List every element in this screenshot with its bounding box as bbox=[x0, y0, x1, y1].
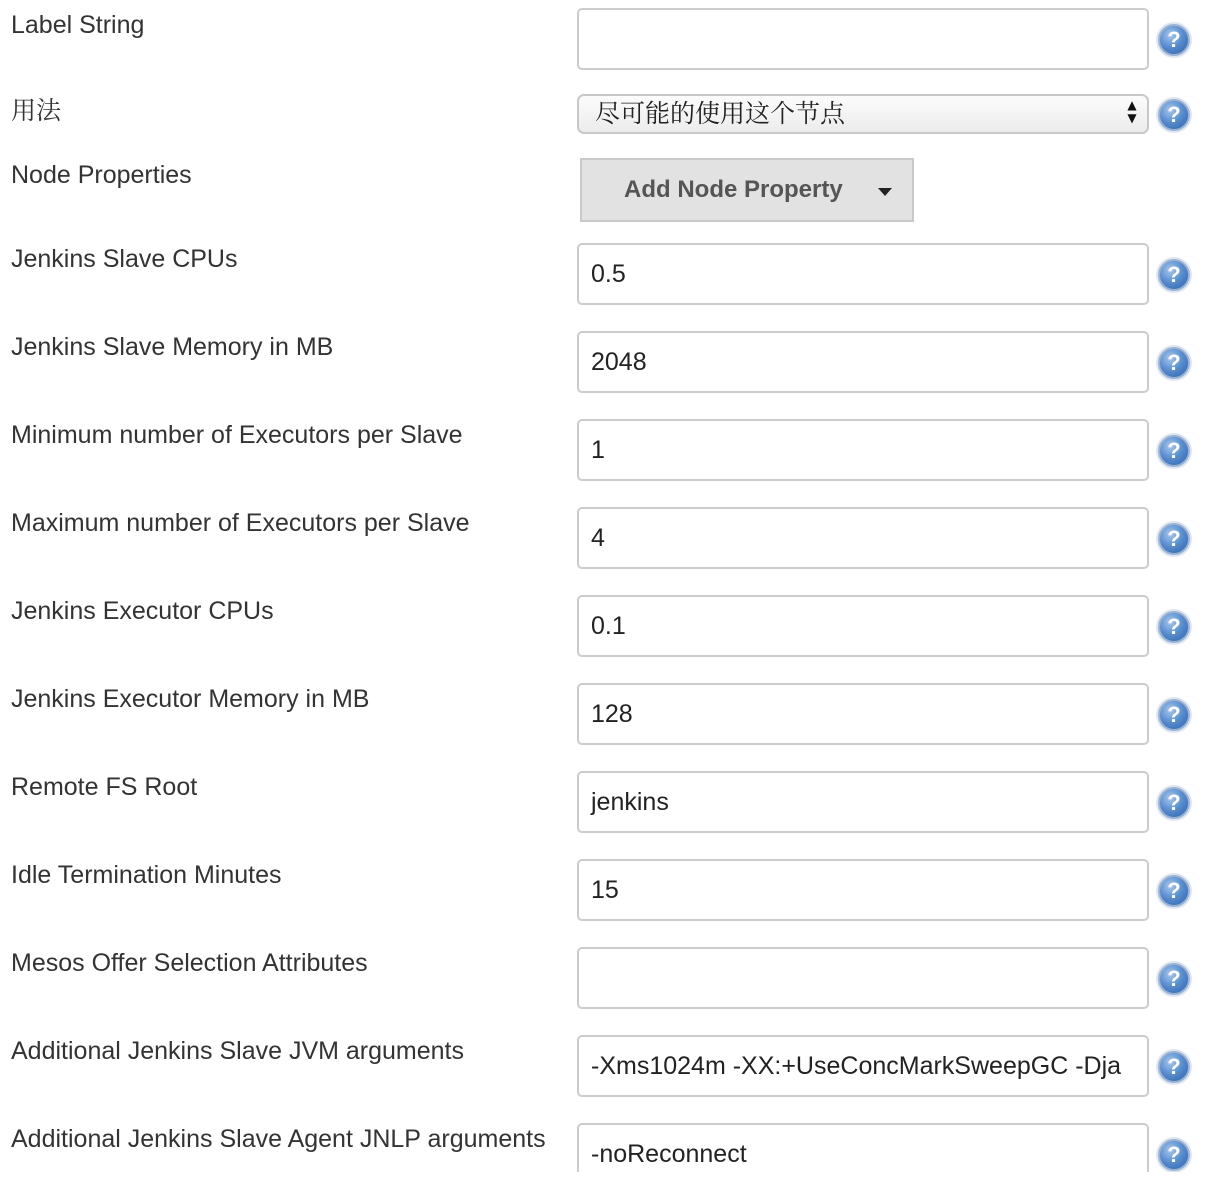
executor-cpus-input[interactable]: 0.1 bbox=[577, 595, 1149, 657]
slave-cpus-label: Jenkins Slave CPUs bbox=[11, 245, 238, 273]
min-executors-input[interactable]: 1 bbox=[577, 419, 1149, 481]
label-string-label: Label String bbox=[11, 11, 145, 39]
select-arrows-icon: ▲ ▼ bbox=[1127, 98, 1137, 125]
jvm-args-input[interactable]: -Xms1024m -XX:+UseConcMarkSweepGC -Dja bbox=[577, 1035, 1149, 1097]
help-icon[interactable]: ? bbox=[1158, 99, 1190, 131]
add-node-property-label: Add Node Property bbox=[624, 176, 843, 203]
executor-cpus-label: Jenkins Executor CPUs bbox=[11, 597, 274, 625]
help-icon[interactable]: ? bbox=[1158, 347, 1190, 379]
help-icon[interactable]: ? bbox=[1158, 1051, 1190, 1083]
help-icon[interactable]: ? bbox=[1158, 611, 1190, 643]
idle-termination-input[interactable]: 15 bbox=[577, 859, 1149, 921]
max-executors-input[interactable]: 4 bbox=[577, 507, 1149, 569]
help-icon[interactable]: ? bbox=[1158, 787, 1190, 819]
max-executors-label: Maximum number of Executors per Slave bbox=[11, 509, 470, 537]
row-jnlp-args bbox=[0, 1122, 1226, 1172]
help-icon[interactable]: ? bbox=[1158, 699, 1190, 731]
jvm-args-label: Additional Jenkins Slave JVM arguments bbox=[11, 1037, 465, 1065]
usage-select-value: 尽可能的使用这个节点 bbox=[595, 99, 846, 128]
help-icon[interactable]: ? bbox=[1158, 875, 1190, 907]
jnlp-args-input[interactable]: -noReconnect bbox=[577, 1123, 1149, 1172]
slave-memory-input[interactable]: 2048 bbox=[577, 331, 1149, 393]
slave-cpus-input[interactable]: 0.5 bbox=[577, 243, 1149, 305]
usage-select[interactable] bbox=[577, 94, 1149, 134]
jnlp-args-label: Additional Jenkins Slave Agent JNLP arguments bbox=[11, 1125, 546, 1153]
help-icon[interactable]: ? bbox=[1158, 435, 1190, 467]
node-properties-label: Node Properties bbox=[11, 161, 192, 189]
help-icon[interactable]: ? bbox=[1158, 1139, 1190, 1171]
help-icon[interactable]: ? bbox=[1158, 259, 1190, 291]
help-icon[interactable]: ? bbox=[1158, 523, 1190, 555]
remote-fs-root-input[interactable]: jenkins bbox=[577, 771, 1149, 833]
slave-memory-label: Jenkins Slave Memory in MB bbox=[11, 333, 334, 361]
offer-attributes-input[interactable] bbox=[577, 947, 1149, 1009]
help-icon[interactable]: ? bbox=[1158, 24, 1190, 56]
executor-memory-label: Jenkins Executor Memory in MB bbox=[11, 685, 370, 713]
remote-fs-root-label: Remote FS Root bbox=[11, 773, 198, 801]
label-string-input[interactable] bbox=[577, 8, 1149, 70]
add-node-property-button[interactable] bbox=[580, 158, 914, 222]
idle-termination-label: Idle Termination Minutes bbox=[11, 861, 282, 889]
help-icon[interactable]: ? bbox=[1158, 963, 1190, 995]
offer-attributes-label: Mesos Offer Selection Attributes bbox=[11, 949, 368, 977]
caret-down-icon bbox=[878, 188, 892, 196]
executor-memory-input[interactable]: 128 bbox=[577, 683, 1149, 745]
min-executors-label: Minimum number of Executors per Slave bbox=[11, 421, 463, 449]
usage-label: 用法 bbox=[11, 96, 62, 125]
